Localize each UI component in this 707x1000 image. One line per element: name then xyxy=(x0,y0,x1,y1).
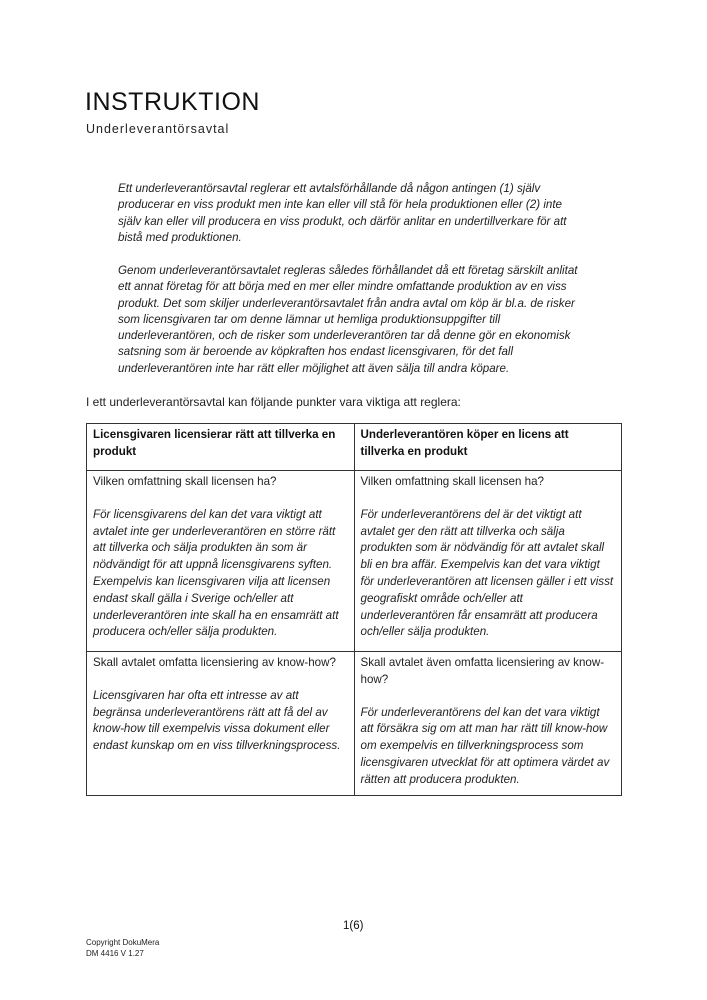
table-cell-licensor xyxy=(87,471,355,652)
table-header-subcontractor: Underleverantören köper en licens att tillverka en produkt xyxy=(354,424,622,471)
copyright-text: Copyright DokuMera xyxy=(86,938,160,947)
cell-question: Vilken omfattning skall licensen ha? xyxy=(93,475,277,488)
page-title: INSTRUKTION xyxy=(85,88,260,116)
footer xyxy=(86,937,159,959)
cell-question: Skall avtalet även omfatta licensiering av know-how? xyxy=(360,656,605,686)
cell-answer: För underleverantörens del kan det vara viktigt att försäkra sig om att man har rätt till know-how om exempelvis en tillverkningsprocess som licensgivaren utvecklat för att optimera värdet av rätten att producera produkten. xyxy=(360,705,610,786)
table-row xyxy=(87,652,622,796)
table-cell-subcontractor xyxy=(354,471,622,652)
lead-text: I ett underleverantörsavtal kan följande punkter vara viktiga att reglera: xyxy=(86,395,461,409)
cell-answer: För underleverantörens del är det viktigt att avtalet ger den rätt att tillverka och sälja produkten som är nödvändig för att avtalet skall bli en bra affär. Exempelvis kan det vara viktigt för underleverantören att licensen gäller i ett visst geografiskt område och/eller att underleverantören får ensamrätt att producera och/eller sälja produkten. xyxy=(360,507,614,639)
table-header-row xyxy=(87,424,622,471)
table-row xyxy=(87,471,622,652)
cell-question: Vilken omfattning skall licensen ha? xyxy=(360,475,544,488)
intro-paragraph: Genom underleverantörsavtalet regleras således förhållandet då ett företag särskilt anlitat ett annat företag för att börja med en mer eller mindre omfattande produktion av en viss produkt. Det som skiljer underleverantörsavtalet från andra avtal om köp är bl.a. de risker som licensgivaren tar om denne lämnar ut hemliga produktionsuppgifter till underleverantören, och de risker som underleverantören tar då denne gör en ekonomisk satsning som är beroende av köpkraften hos endast licensgivaren, för det fall underleverantören inte har rätt eller möjlighet att även sälja till andra köpare. xyxy=(118,264,578,375)
cell-question: Skall avtalet omfatta licensiering av know-how? xyxy=(93,656,336,669)
table-cell-licensor xyxy=(87,652,355,796)
intro-paragraph: Ett underleverantörsavtal reglerar ett avtalsförhållande då någon antingen (1) själv producerar en viss produkt men inte kan eller vill stå för hela produktionen eller (2) inte själv kan eller vill producera en viss produkt, och därför anlitar en undertillverkare för att bistå med produktionen. xyxy=(118,182,567,244)
page-number: 1(6) xyxy=(343,920,364,932)
comparison-table xyxy=(86,423,622,796)
table-cell-subcontractor xyxy=(354,652,622,796)
document-id: DM 4416 V 1.27 xyxy=(86,949,144,958)
cell-answer: För licensgivarens del kan det vara viktigt att avtalet inte ger underleverantören en större rätt att tillverka och sälja produkten än som är nödvändigt för att uppnå licensgivarens syften. Exempelvis kan licensgivaren vilja att licensen endast skall gälla i Sverige och/eller att underleverantören inte skall ha en ensamrätt att producera och/eller sälja produkten. xyxy=(93,507,339,639)
page-subtitle: Underleverantörsavtal xyxy=(86,122,230,136)
cell-answer: Licensgivaren har ofta ett intresse av att begränsa underleverantörens rätt att få del av know-how till exempelvis vissa dokument eller endast kunskap om en viss tillverkningsprocess. xyxy=(93,688,341,753)
table-header-licensor: Licensgivaren licensierar rätt att tillverka en produkt xyxy=(87,424,355,471)
